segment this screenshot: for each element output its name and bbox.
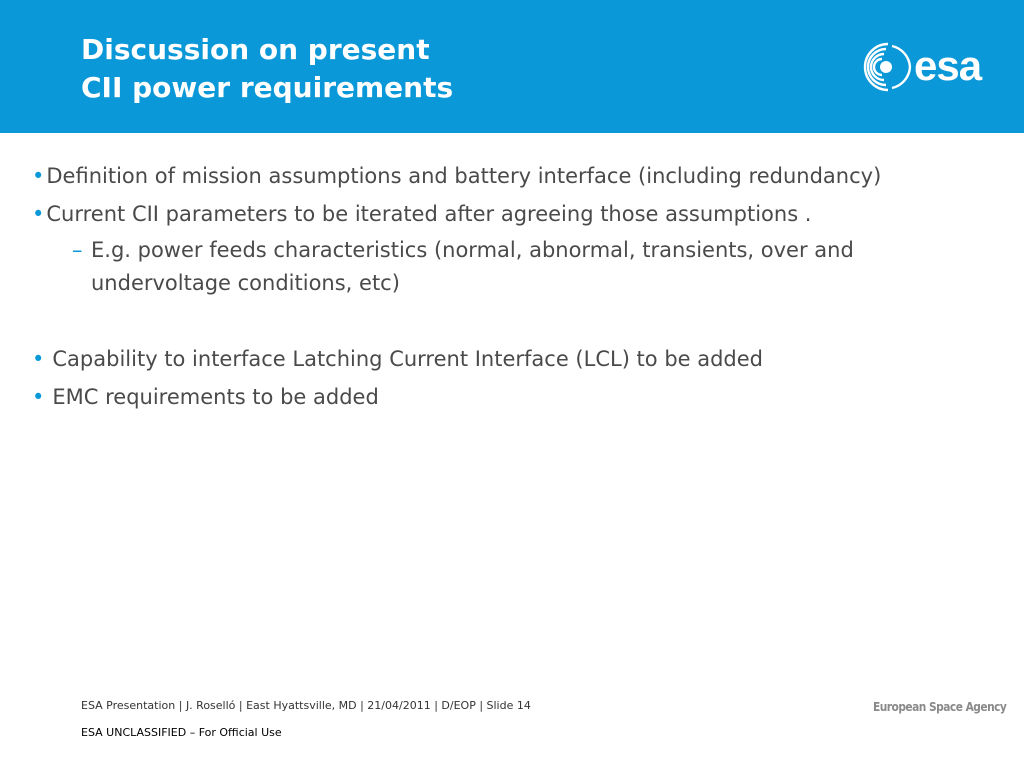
esa-logo-text: esa: [914, 42, 982, 89]
agency-wordmark: European Space Agency: [873, 699, 1007, 714]
sub-item-line-1: E.g. power feeds characteristics (normal, abnormal, transients, over and: [91, 238, 854, 262]
title-line-1: Discussion on present: [81, 33, 430, 66]
bullet-text: Capability to interface Latching Current Interface (LCL) to be added: [52, 347, 764, 371]
bullet-icon: •: [32, 385, 45, 409]
bullet-text: Current CII parameters to be iterated after agreeing those assumptions .: [46, 202, 812, 226]
list-item: [32, 343, 992, 376]
slide-header: [0, 0, 1024, 133]
sub-item-line-2: undervoltage conditions, etc): [91, 271, 400, 295]
slide-title: [81, 31, 453, 107]
bullet-icon: •: [32, 347, 45, 371]
sub-list-item: [32, 234, 992, 300]
bullet-text: Definition of mission assumptions and battery interface (including redundancy): [46, 164, 882, 188]
classification-label: ESA UNCLASSIFIED – For Official Use: [81, 726, 282, 739]
slide-body: [32, 160, 992, 414]
bullet-icon: •: [32, 164, 45, 188]
list-item: [32, 198, 992, 231]
bullet-text: EMC requirements to be added: [52, 385, 379, 409]
spacer: [32, 300, 992, 343]
list-item: [32, 381, 992, 414]
presentation-info: ESA Presentation | J. Roselló | East Hyattsville, MD | 21/04/2011 | D/EOP | Slide 14: [81, 699, 531, 712]
bullet-icon: •: [32, 202, 45, 226]
dash-icon: –: [72, 238, 83, 262]
title-line-2: CII power requirements: [81, 71, 454, 104]
list-item: [32, 160, 992, 193]
